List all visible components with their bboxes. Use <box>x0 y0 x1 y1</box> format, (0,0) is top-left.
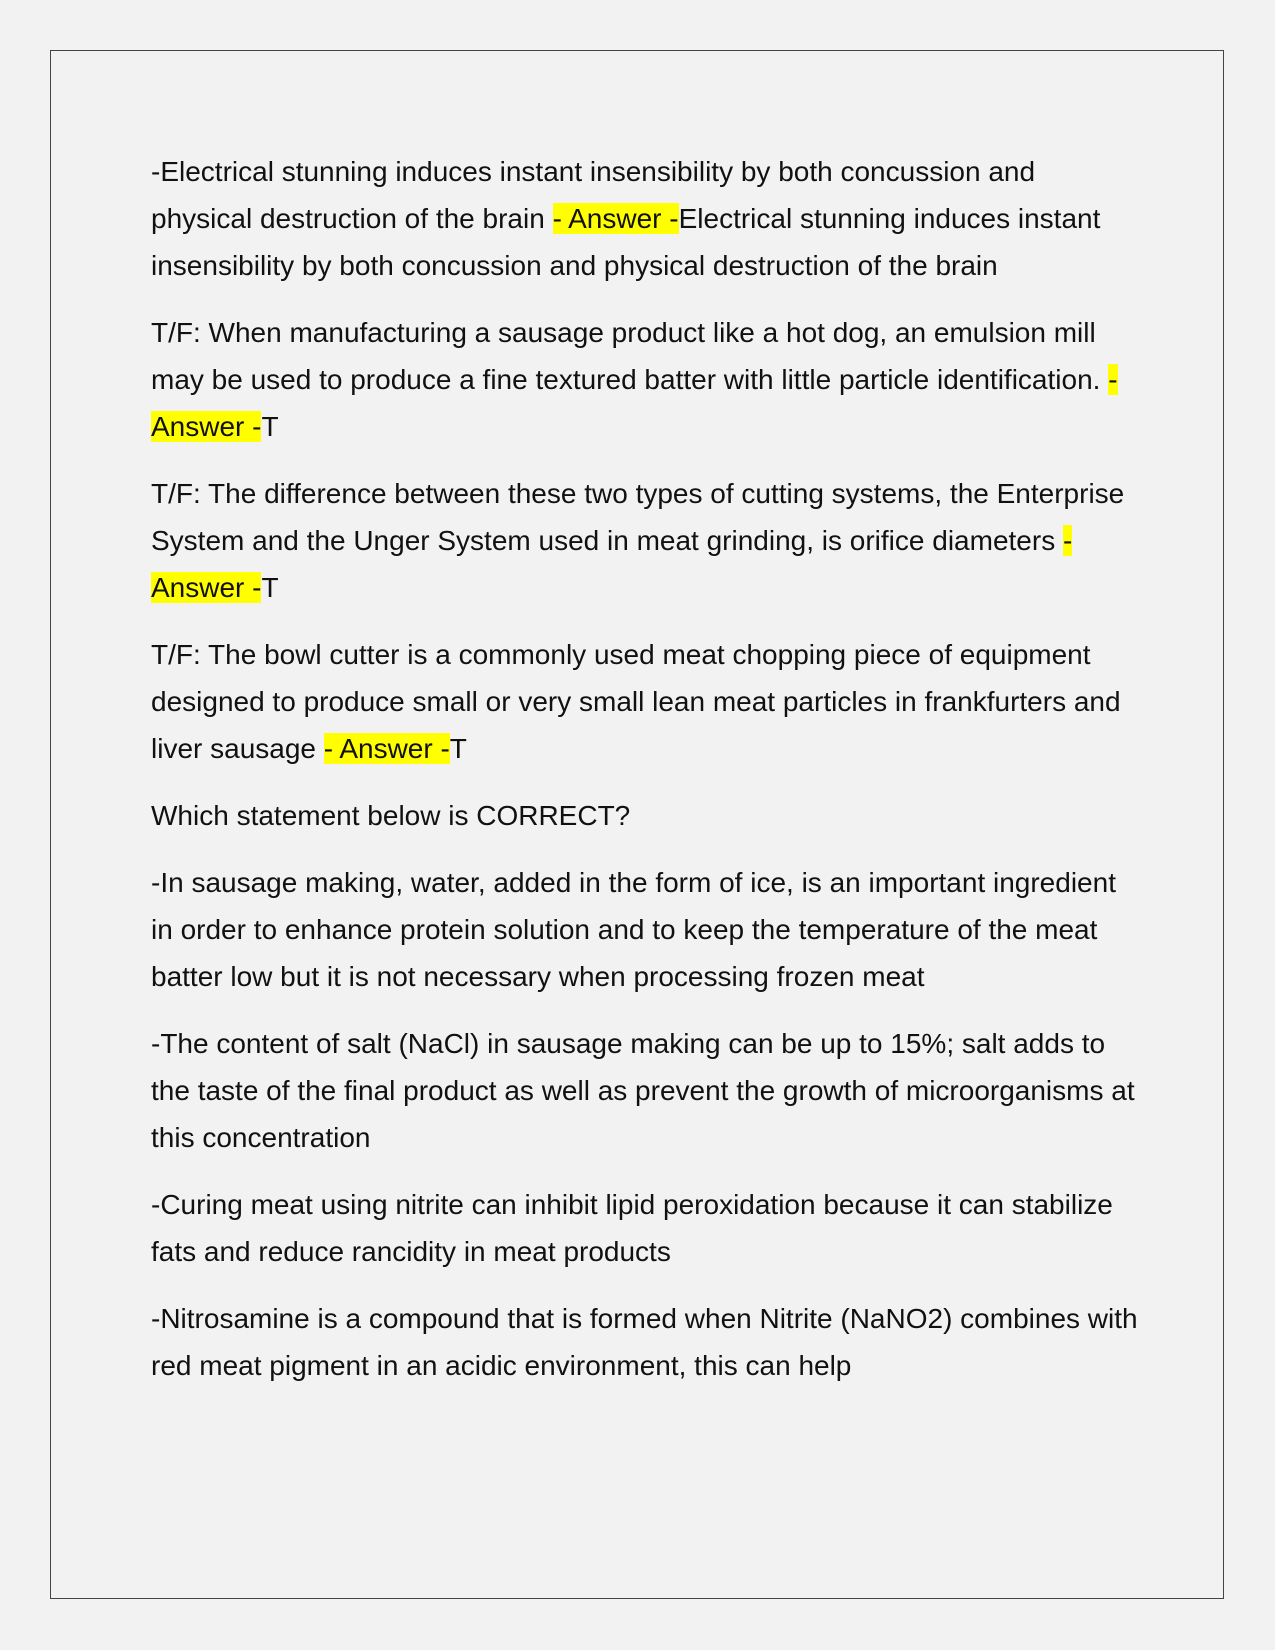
question-text: T/F: The difference between these two types of cutting systems, the Enterprise System and the Unger System used in meat grinding, is orifice diameters <box>151 478 1125 556</box>
question-text: T/F: The bowl cutter is a commonly used meat chopping piece of equipment designed to produce small or very small lean meat particles in frankfurters and liver sausage <box>151 639 1121 764</box>
option-2: -The content of salt (NaCl) in sausage making can be up to 15%; salt adds to the taste of the final product as well as prevent the growth of microorganisms at this concentration <box>151 1028 1135 1153</box>
answer-text: Electrical stunning induces instant insensibility by both concussion and physical destruction of the brain <box>151 203 1101 281</box>
option-3: -Curing meat using nitrite can inhibit lipid peroxidation because it can stabilize fats and reduce rancidity in meat products <box>151 1189 1113 1267</box>
qa-item-2 <box>151 309 1141 450</box>
option-4: -Nitrosamine is a compound that is formed when Nitrite (NaNO2) combines with red meat pigment in an acidic environment, this can help <box>151 1303 1138 1381</box>
answer-highlight: - Answer - <box>151 364 1118 442</box>
document-content <box>151 148 1141 1409</box>
answer-highlight: - Answer - <box>151 525 1073 603</box>
answer-text: T <box>449 733 467 764</box>
answer-highlight: - Answer - <box>323 733 450 764</box>
qa-item-4 <box>151 631 1141 772</box>
answer-text: T <box>261 411 279 442</box>
answer-highlight: - Answer - <box>552 203 679 234</box>
question-text: -Electrical stunning induces instant insensibility by both concussion and physical destruction of the brain <box>151 156 1036 234</box>
question-prompt: Which statement below is CORRECT? <box>151 800 631 831</box>
option-1: -In sausage making, water, added in the form of ice, is an important ingredient in order to enhance protein solution and to keep the temperature of the meat batter low but it is not necessary when processing frozen meat <box>151 867 1116 992</box>
qa-item-3 <box>151 470 1141 611</box>
answer-text: T <box>261 572 279 603</box>
question-text: T/F: When manufacturing a sausage product like a hot dog, an emulsion mill may be used to produce a fine textured batter with little particle identification. <box>151 317 1109 395</box>
qa-item-1 <box>151 148 1141 289</box>
